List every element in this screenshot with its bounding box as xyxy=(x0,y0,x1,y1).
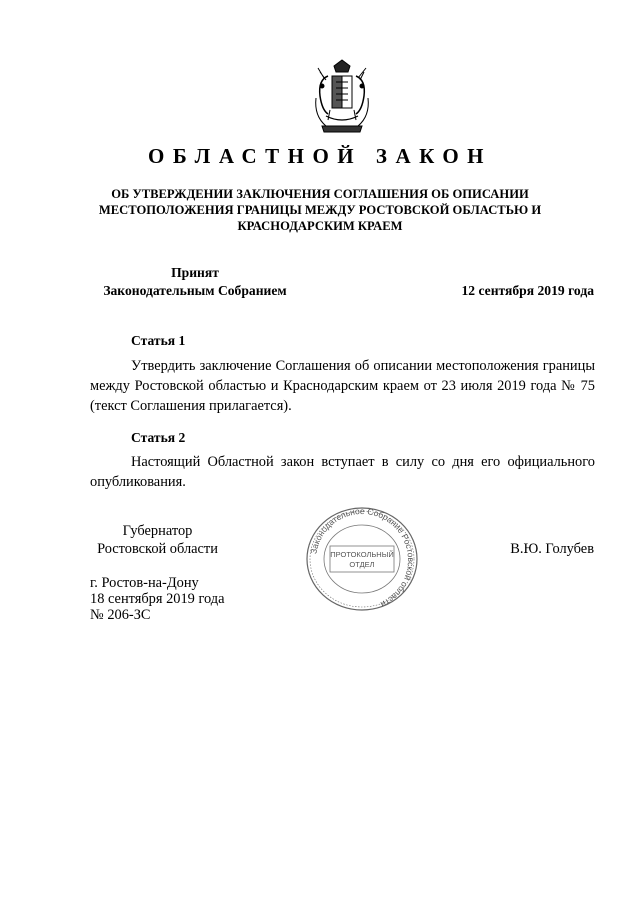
stamp-inner-line-1: ПРОТОКОЛЬНЫЙ xyxy=(330,550,394,559)
signatory-position xyxy=(90,522,225,558)
stamp-inner-line-2: ОТДЕЛ xyxy=(349,560,375,569)
signatory-name: В.Ю. Голубев xyxy=(510,541,594,557)
place-date: 18 сентября 2019 года xyxy=(90,591,225,607)
adoption-block xyxy=(90,264,300,300)
article-2-heading: Статья 2 xyxy=(131,430,186,445)
signatory-position-line-2: Ростовской области xyxy=(97,541,218,557)
coat-of-arms-icon xyxy=(310,56,374,136)
law-number: № 206-ЗС xyxy=(90,607,151,623)
official-stamp xyxy=(300,502,424,614)
law-title: ОБЛАСТНОЙ ЗАКОН xyxy=(147,144,492,168)
adoption-date: 12 сентября 2019 года xyxy=(461,283,594,298)
adoption-line-2: Законодательным Собранием xyxy=(103,283,287,298)
place-and-date-block xyxy=(90,575,225,623)
stamp-outer-text: Законодательное Собрание Ростовской области xyxy=(308,505,417,610)
article-1-text: Утвердить заключение Соглашения об описании местоположения границы между Ростовской областью и Краснодарским краем от 23 июля 2019 года № 75 (текст Соглашения прилагается). xyxy=(90,358,595,414)
article-1-heading: Статья 1 xyxy=(131,333,186,348)
place-city: г. Ростов-на-Дону xyxy=(90,575,199,591)
law-subtitle: ОБ УТВЕРЖДЕНИИ ЗАКЛЮЧЕНИЯ СОГЛАШЕНИЯ ОБ ОПИСАНИИ МЕСТОПОЛОЖЕНИЯ ГРАНИЦЫ МЕЖДУ РОСТОВСКОЙ ОБЛАСТЬЮ И КРАСНОДАРСКИМ КРАЕМ xyxy=(98,187,542,233)
signatory-position-line-1: Губернатор xyxy=(122,523,193,539)
article-2-text: Настоящий Областной закон вступает в силу со дня его официального опубликования. xyxy=(90,454,595,490)
adoption-line-1: Принят xyxy=(171,265,219,280)
